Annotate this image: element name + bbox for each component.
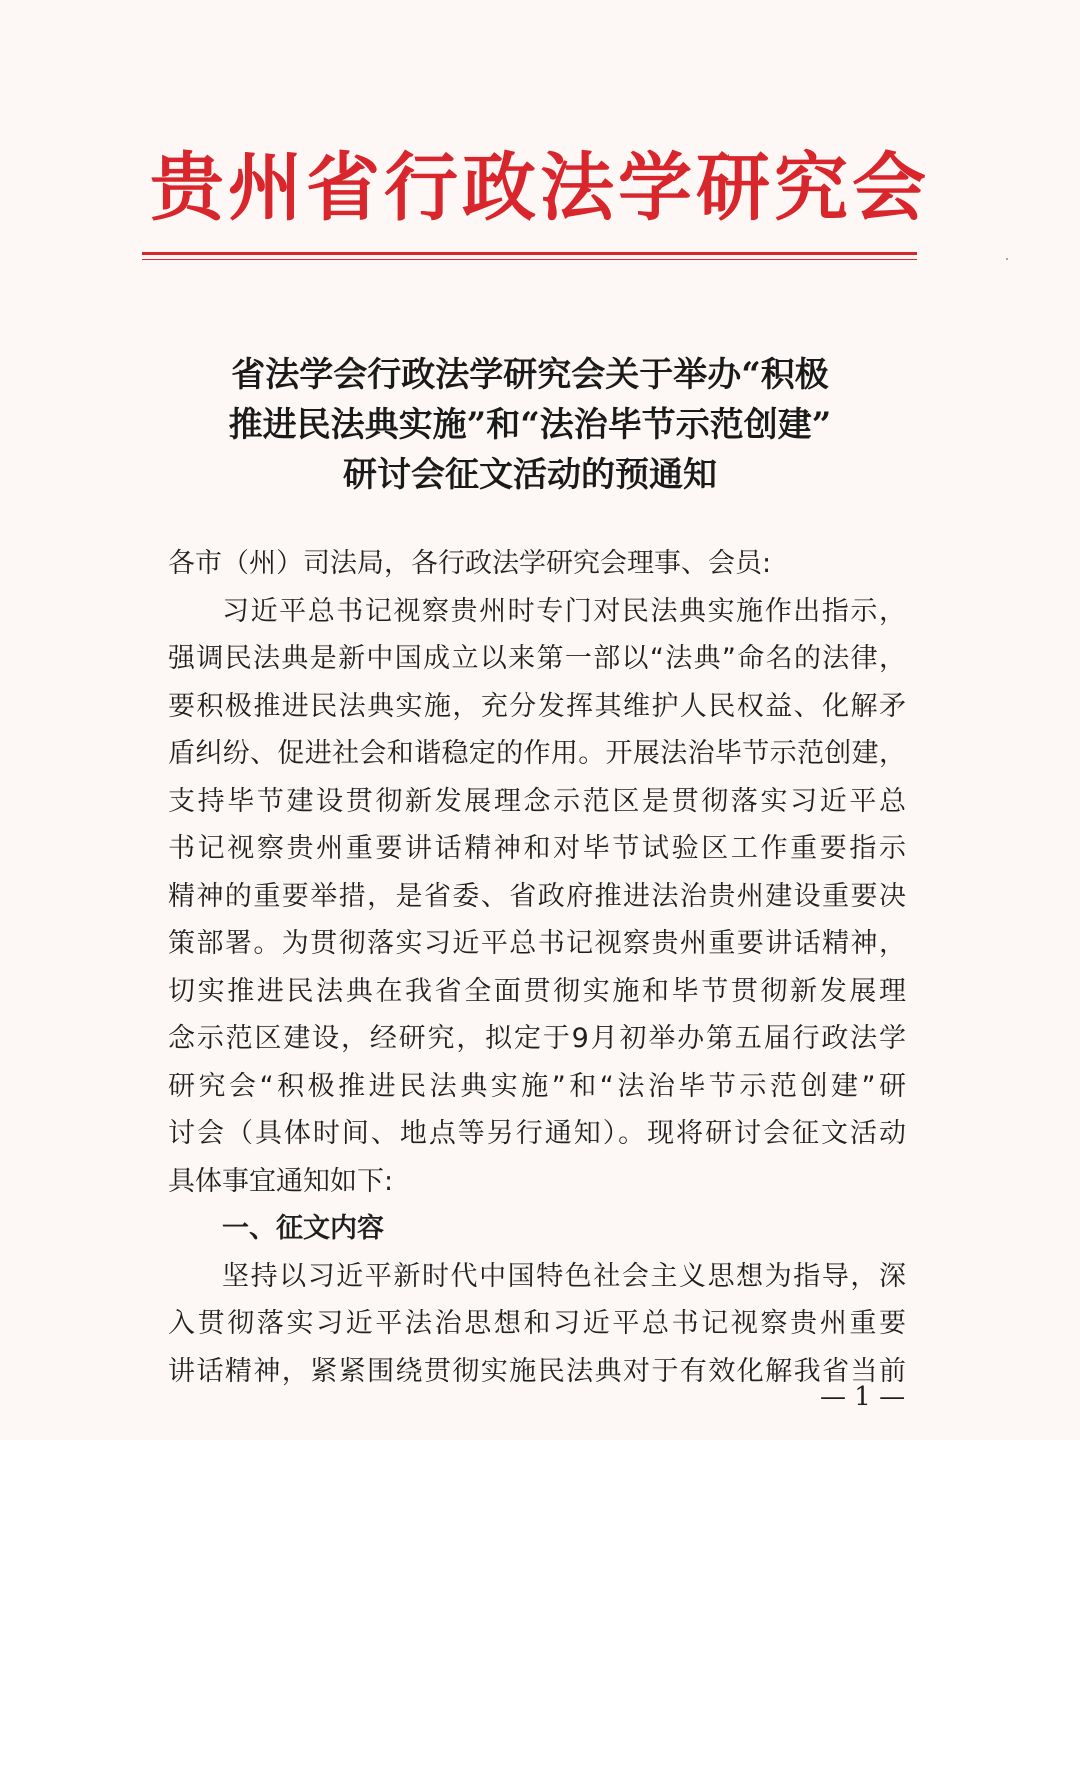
body-line: 切实推进民法典在我省全面贯彻实施和毕节贯彻新发展理 (168, 975, 906, 1007)
body-line: 策部署。为贯彻落实习近平总书记视察贵州重要讲话精神， (168, 928, 906, 959)
scan-speck (1006, 258, 1008, 260)
body-line: 具体事宜通知如下: (168, 1165, 394, 1197)
body-line: 讨会（具体时间、地点等另行通知）。现将研讨会征文活动 (168, 1118, 906, 1149)
salutation: 各市（州）司法局，各行政法学研究会理事、会员: (168, 548, 772, 579)
body-line: 精神的重要举措，是省委、省政府推进法治贵州建设重要决 (168, 880, 906, 912)
title-line-1: 省法学会行政法学研究会关于举办“积极 (231, 355, 829, 395)
document-title (140, 350, 920, 500)
page-number: — 1 — (820, 1382, 906, 1412)
body-line: 强调民法典是新中国成立以来第一部以“法典”命名的法律， (168, 643, 906, 674)
title-line-3: 研讨会征文活动的预通知 (343, 455, 717, 495)
body-line: 念示范区建设，经研究，拟定于9月初举办第五届行政法学 (168, 1023, 906, 1054)
body-line: 书记视察贵州重要讲话精神和对毕节试验区工作重要指示 (168, 833, 906, 864)
body-line: 坚持以习近平新时代中国特色社会主义思想为指导，深 (222, 1260, 906, 1292)
body-line: 盾纠纷、促进社会和谐稳定的作用。开展法治毕节示范创建， (168, 738, 906, 769)
body-line: 入贯彻落实习近平法治思想和习近平总书记视察贵州重要 (168, 1308, 906, 1339)
document-body (168, 540, 906, 1395)
body-line: 讲话精神，紧紧围绕贯彻实施民法典对于有效化解我省当前 (168, 1355, 906, 1387)
title-line-2: 推进民法典实施”和“法治毕节示范创建” (228, 405, 832, 445)
section-heading: 一、征文内容 (222, 1213, 384, 1244)
body-line: 习近平总书记视察贵州时专门对民法典实施作出指示， (222, 595, 906, 627)
body-line: 支持毕节建设贯彻新发展理念示范区是贯彻落实习近平总 (168, 785, 906, 817)
letterhead-rule-thin (142, 259, 917, 260)
body-line: 要积极推进民法典实施，充分发挥其维护人民权益、化解矛 (168, 690, 906, 722)
body-line: 研究会“积极推进民法典实施”和“法治毕节示范创建”研 (168, 1070, 906, 1102)
letterhead-org-name: 贵州省行政法学研究会 (150, 145, 930, 231)
letterhead-rule-thick (142, 252, 917, 255)
